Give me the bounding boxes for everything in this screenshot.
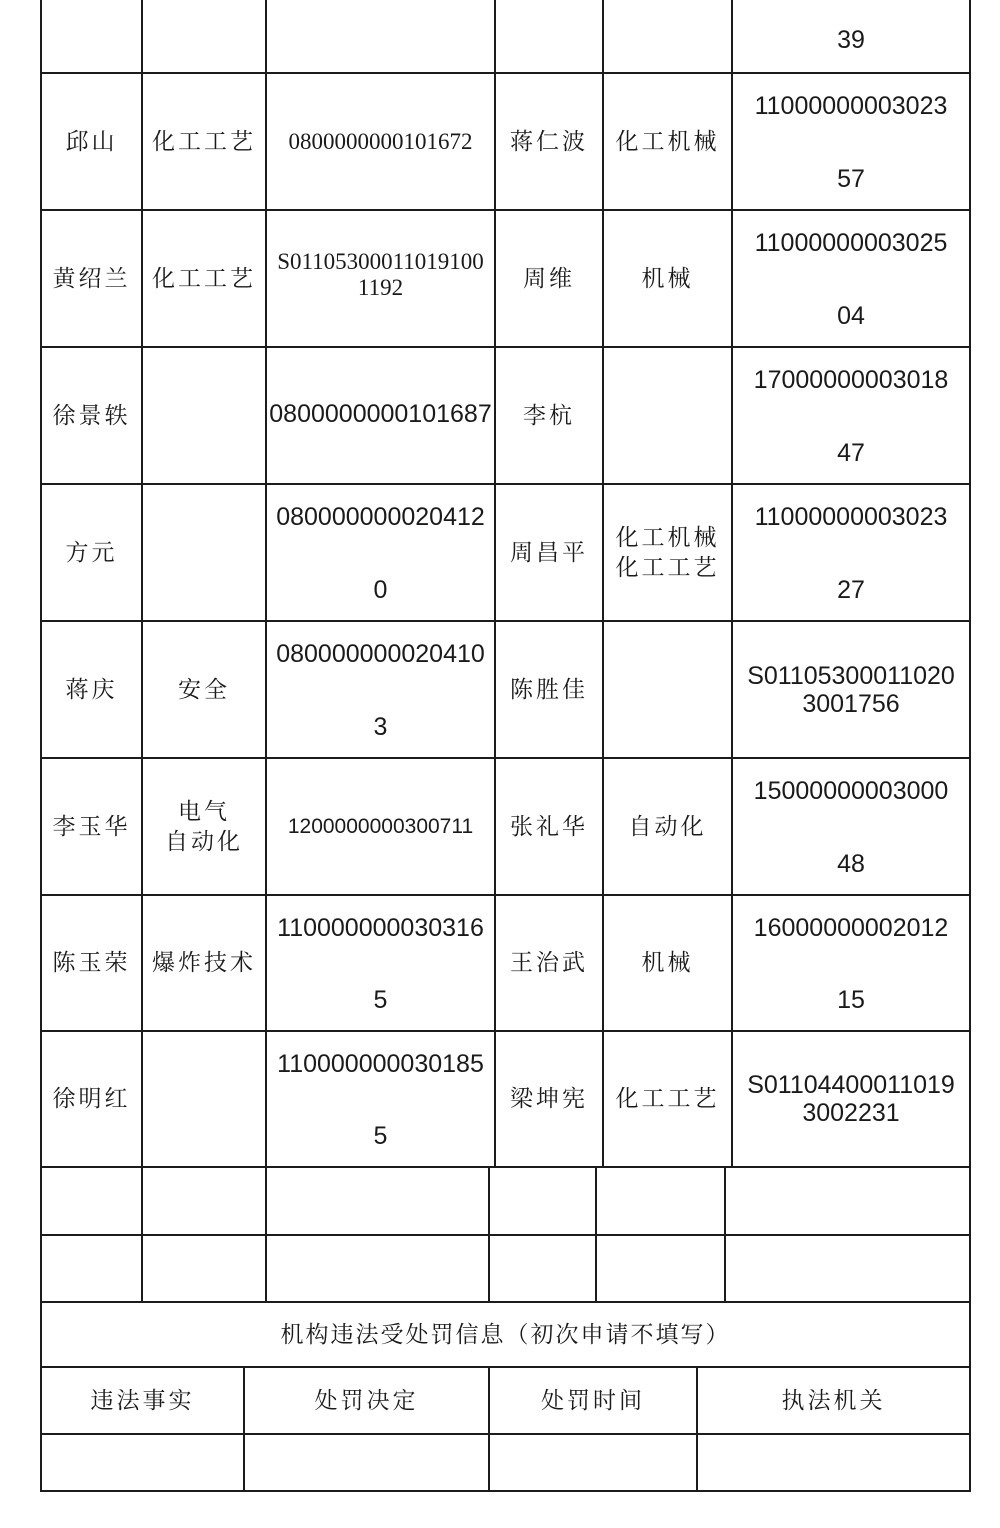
specialty: 爆炸技术 [152, 950, 256, 976]
cert-number: 0800000000101672 [288, 128, 473, 154]
specialty-line: 化工工艺 [615, 554, 720, 581]
person-name: 梁坤宪 [510, 1086, 588, 1112]
cert-number-tail: 0 [373, 576, 388, 604]
cert-number [267, 896, 494, 1030]
specialty [143, 759, 265, 894]
specialty: 自动化 [628, 813, 707, 840]
cert-number-tail: 5 [373, 1122, 388, 1150]
person-name: 方元 [65, 539, 118, 566]
specialty: 化工工艺 [152, 265, 256, 292]
table-rule [488, 1166, 490, 1301]
penalty-section-title: 机构违法受处罚信息（初次申请不填写） [280, 1321, 731, 1348]
cert-number-head: 15000000003000 [753, 777, 949, 805]
cert-number-tail: 3 [373, 713, 388, 741]
cert-number [733, 485, 969, 620]
specialty: 机械 [641, 950, 694, 976]
cert-number-head: 080000000020410 [276, 640, 485, 668]
cert-number-head: 11000000003025 [754, 229, 948, 257]
cert-number-head: 16000000002012 [753, 914, 949, 942]
cert-number-head: 110000000030185 [277, 1050, 484, 1078]
cert-number-tail: 39 [837, 26, 865, 54]
table-rule [265, 1166, 267, 1301]
specialty [604, 348, 731, 483]
penalty-header-authority: 执法机关 [781, 1387, 886, 1414]
cert-number [733, 759, 969, 894]
specialty: 化工机械 [615, 128, 720, 155]
cert-number [733, 211, 969, 346]
cert-number-tail: 48 [837, 850, 865, 878]
cert-number-tail: 15 [837, 986, 865, 1014]
table-cell [733, 0, 969, 72]
specialty [143, 1032, 265, 1166]
specialty [143, 485, 265, 620]
table-rule [40, 1433, 970, 1435]
cert-number [733, 896, 969, 1030]
cert-number [267, 1032, 494, 1166]
penalty-header-time: 处罚时间 [541, 1387, 645, 1414]
table-rule [141, 1166, 143, 1301]
table-rule [595, 1166, 597, 1301]
cert-number-head: 080000000020412 [276, 503, 485, 531]
cert-number: S011053000110191001192 [277, 248, 484, 300]
cert-number-head: 11000000003023 [754, 503, 948, 531]
table-rule [40, 1166, 970, 1168]
person-name: 周昌平 [510, 539, 588, 566]
cert-number-tail: 47 [837, 439, 865, 467]
person-name: 张礼华 [510, 813, 588, 840]
cert-number-head: 11000000003023 [754, 92, 948, 120]
cert-number: 1200000000300711 [287, 814, 474, 838]
person-name: 李杭 [523, 402, 575, 429]
cert-number [733, 348, 969, 483]
person-name: 徐明红 [52, 1086, 131, 1112]
person-name: 徐景轶 [52, 402, 131, 429]
table-rule [40, 1234, 970, 1236]
person-name: 蒋庆 [65, 676, 118, 703]
specialty-line: 自动化 [165, 828, 243, 855]
person-name: 黄绍兰 [52, 265, 131, 292]
cert-number: 0800000000101687 [269, 399, 492, 428]
table-border-right [969, 0, 971, 1492]
cert-number-head: 110000000030316 [277, 914, 484, 942]
specialty: 化工工艺 [152, 128, 256, 155]
penalty-header-violation: 违法事实 [90, 1387, 195, 1414]
cert-number [733, 74, 969, 209]
specialty: 机械 [641, 265, 694, 292]
penalty-header-decision: 处罚决定 [314, 1387, 419, 1414]
cert-number-tail: 27 [837, 576, 865, 604]
person-name: 陈胜佳 [510, 676, 588, 703]
person-name: 邱山 [65, 128, 118, 155]
cert-number: S011053000110203001756 [747, 661, 955, 718]
cert-number: S011044000110193002231 [747, 1071, 955, 1127]
specialty [143, 348, 265, 483]
specialty [604, 622, 731, 757]
cert-number-head: 17000000003018 [753, 366, 949, 394]
table-rule [724, 1166, 726, 1301]
cert-number [267, 485, 494, 620]
person-name: 蒋仁波 [510, 128, 588, 155]
cert-number-tail: 5 [373, 986, 388, 1014]
cert-number-tail: 04 [837, 302, 865, 330]
specialty: 安全 [178, 676, 230, 703]
specialty-line: 化工机械 [615, 524, 720, 551]
person-name: 陈玉荣 [52, 950, 131, 976]
person-name: 周维 [523, 265, 575, 292]
table-rule [40, 1490, 970, 1492]
specialty-line: 电气 [178, 798, 230, 825]
specialty [604, 485, 731, 620]
person-name: 王治武 [510, 950, 588, 976]
cert-number [267, 622, 494, 757]
specialty: 化工工艺 [615, 1086, 720, 1112]
person-name: 李玉华 [52, 813, 131, 840]
cert-number-tail: 57 [837, 165, 865, 193]
